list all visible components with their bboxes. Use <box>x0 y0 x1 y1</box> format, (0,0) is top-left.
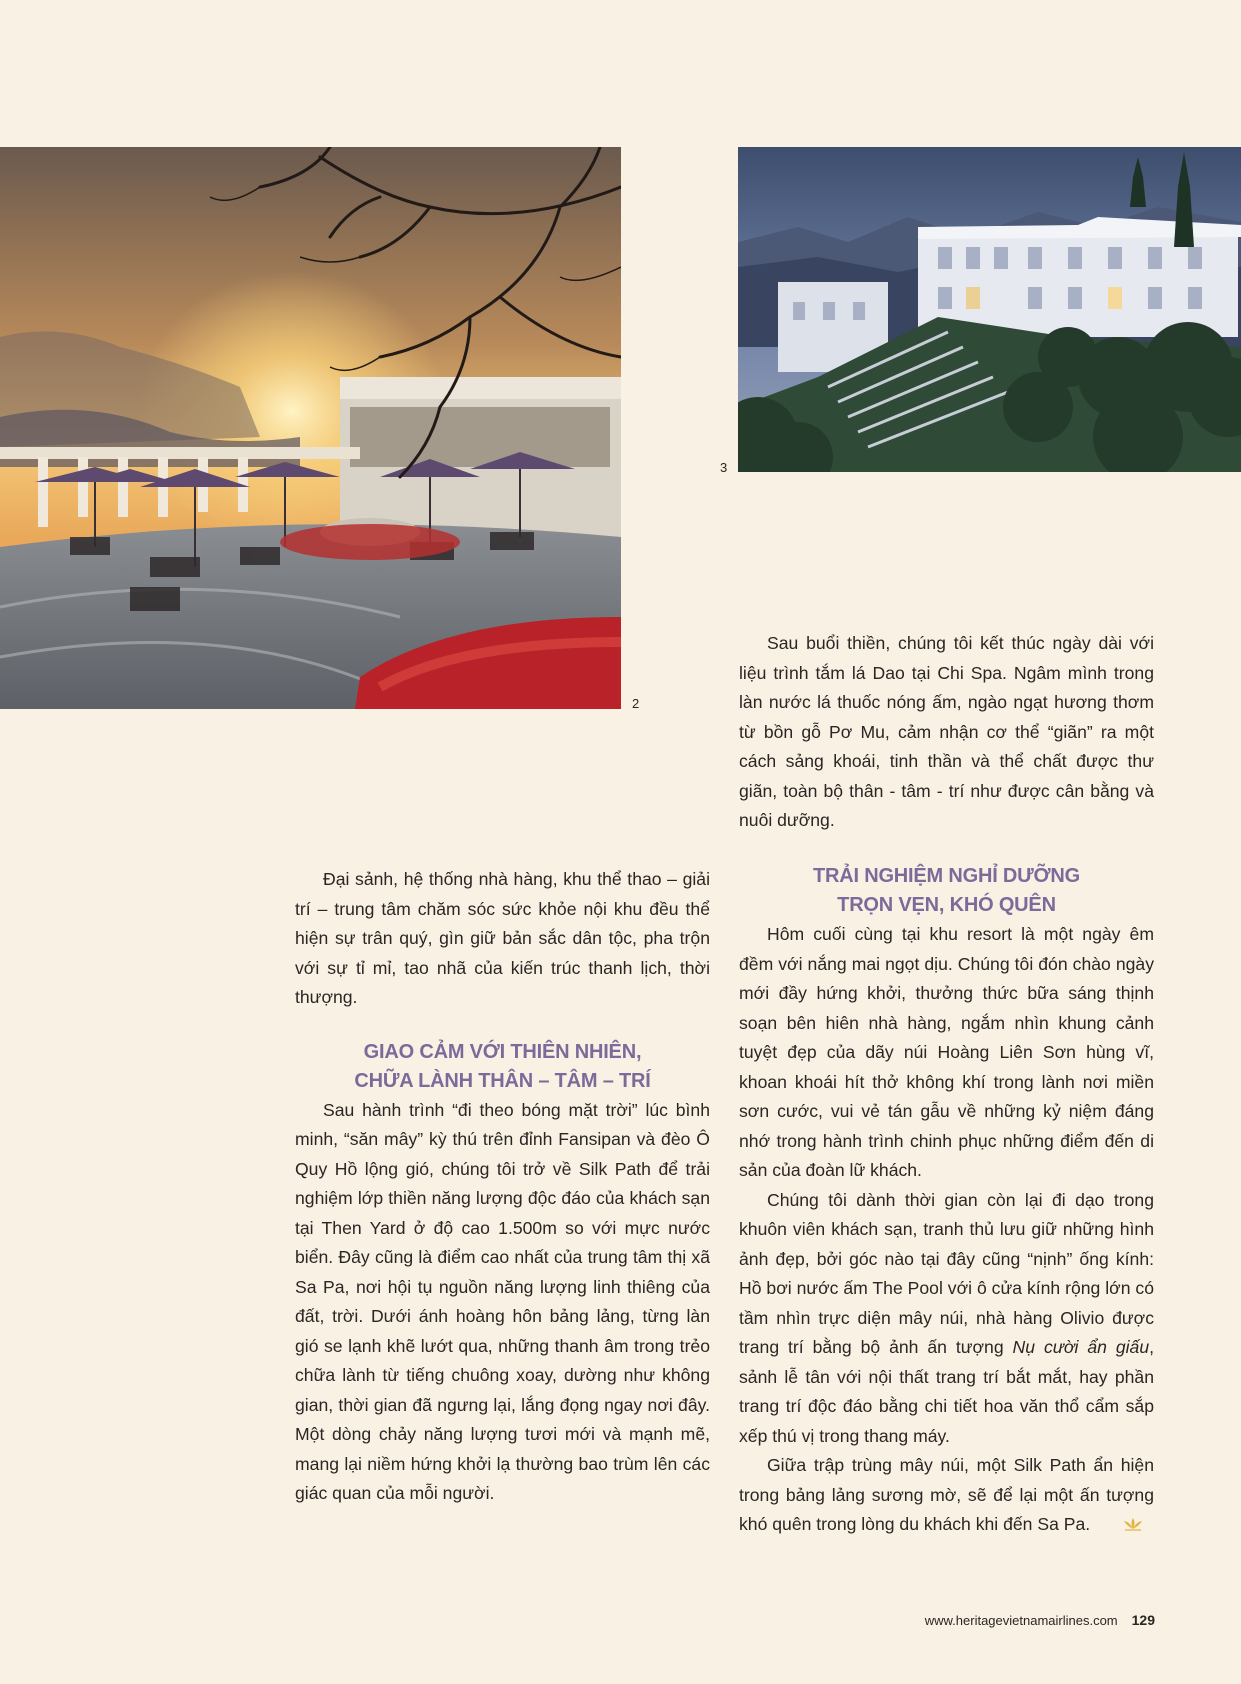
left-article-column <box>295 865 710 1509</box>
section-heading-resort <box>739 862 1154 920</box>
closing-text: Giữa trập trùng mây núi, một Silk Path ẩn hiện trong bảng lảng sương mờ, sẽ để lại một ấn tượng khó quên trong lòng du khách khi đến Sa Pa. <box>739 1455 1154 1534</box>
terrace-sunset-photo <box>0 147 621 709</box>
meditation-paragraph: Sau hành trình “đi theo bóng mặt trời” lúc bình minh, “săn mây” kỳ thú trên đỉnh Fansipan và đèo Ô Quy Hồ lộng gió, chúng tôi trở về Silk Path để trải nghiệm lớp thiền năng lượng độc đáo của khách sạn tại Then Yard ở độ cao 1.500m so với mực nước biển. Đây cũng là điểm cao nhất của trung tâm thị xã Sa Pa, nơi hội tụ nguồn năng lượng linh thiêng của đất, trời. Dưới ánh hoàng hôn bảng lảng, từng làn gió se lạnh khẽ lướt qua, những thanh âm trong trẻo chữa lành từ tiếng chuông xoay, dường như không gian, thời gian đã ngưng lại, lắng đọng ngay nơi đây. Một dòng chảy năng lượng tươi mới và mạnh mẽ, mang lại niềm hứng khởi lạ thường bao trùm lên các giác quan của mỗi người. <box>295 1099 710 1503</box>
hotel-mountain-photo <box>738 147 1241 472</box>
photo-series-title: Nụ cười ẩn giấu <box>1012 1337 1150 1357</box>
photo-caption-number: 3 <box>720 460 728 475</box>
page-footer <box>925 1612 1155 1628</box>
heading-line: TRẢI NGHIỆM NGHỈ DƯỠNG <box>812 865 1081 887</box>
spa-paragraph: Sau buổi thiền, chúng tôi kết thúc ngày dài với liệu trình tắm lá Dao tại Chi Spa. Ngâm mình trong làn nước lá thuốc nóng ấm, ngào ngạt hương thơm từ bồn gỗ Pơ Mu, cảm nhận cơ thể “giãn” ra một cách sảng khoái, tinh thần và thể chất được thư giãn, toàn bộ thân - tâm - trí như được cân bằng và nuôi dưỡng. <box>739 633 1154 830</box>
footer-url: www.heritagevietnamairlines.com <box>924 1613 1118 1628</box>
heading-line: TRỌN VẸN, KHÓ QUÊN <box>837 894 1056 916</box>
section-heading-nature <box>295 1038 710 1096</box>
right-article-column <box>739 862 1154 1540</box>
lotus-end-icon <box>1094 1511 1144 1541</box>
walk-text: Chúng tôi dành thời gian còn lại đi dạo trong khuôn viên khách sạn, tranh thủ lưu giữ những hình ảnh đẹp, bởi góc nào tại đây cũng “nịnh” ống kính: Hồ bơi nước ấm The Pool với ô cửa kính rộng lớn có tầm nhìn trực diện mây núi, nhà hàng Olivio được trang trí bằng bộ ảnh ấn tượng <box>739 1189 1154 1357</box>
intro-paragraph: Đại sảnh, hệ thống nhà hàng, khu thể thao – giải trí – trung tâm chăm sóc sức khỏe nội khu đều thể hiện sự trân quý, gìn giữ bản sắc dân tộc, pha trộn với sự tỉ mỉ, tao nhã của kiến trúc thanh lịch, thời thượng. <box>295 869 710 1007</box>
closing-paragraph <box>739 1451 1154 1540</box>
heading-line: GIAO CẢM VỚI THIÊN NHIÊN, <box>363 1040 642 1063</box>
spa-paragraph-block <box>739 629 1154 836</box>
heading-line: CHỮA LÀNH THÂN – TÂM – TRÍ <box>354 1069 651 1092</box>
walk-text: , sảnh lễ tân với nội thất trang trí bắt mắt, hay phần trang trí độc đáo bằng chi tiết hoa văn thổ cẩm sắp xếp thú vị trong thang máy. <box>739 1337 1154 1446</box>
breakfast-paragraph: Hôm cuối cùng tại khu resort là một ngày êm đềm với nắng mai ngọt dịu. Chúng tôi đón chào ngày mới đầy hứng khởi, thưởng thức bữa sáng thịnh soạn bên hiên nhà hàng, ngắm nhìn khung cảnh tuyệt đẹp của dãy núi Hoàng Liên Sơn hùng vĩ, khoan khoái hít thở không khí trong lành nơi miền sơn cước, vui vẻ tán gẫu về những kỷ niệm đáng nhớ trong hành trình chinh phục những điểm đến di sản của đoàn lữ khách. <box>739 924 1154 1180</box>
page-number: 129 <box>1131 1612 1155 1628</box>
photo-caption-number: 2 <box>632 696 640 711</box>
walk-paragraph <box>739 1186 1154 1452</box>
